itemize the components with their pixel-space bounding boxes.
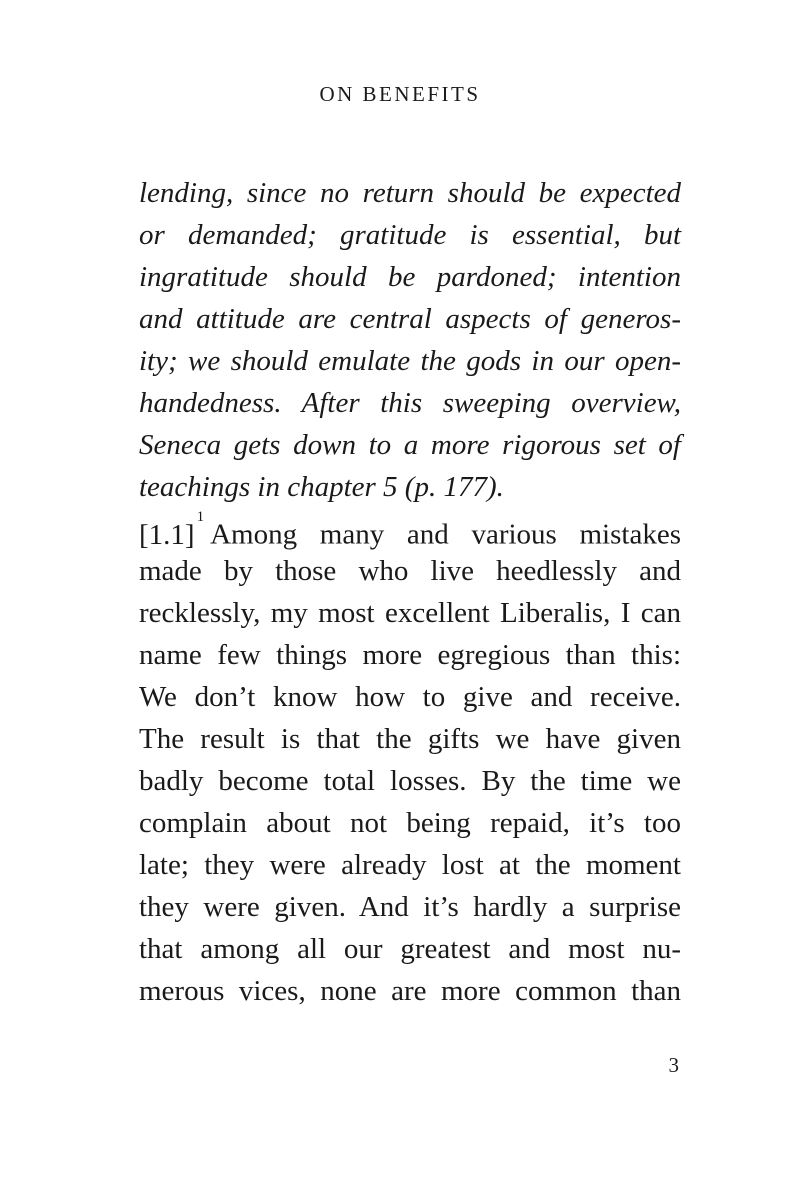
body-line: made by those who live heedlessly and <box>139 555 681 587</box>
summary-line: Seneca gets down to a more rigorous set of <box>139 429 681 461</box>
body-line: merous vices, none are more common than <box>139 975 681 1007</box>
body-line: name few things more egregious than this: <box>139 639 681 671</box>
summary-line: ingratitude should be pardoned; intention <box>139 261 681 293</box>
editor-summary <box>139 172 681 508</box>
summary-line: lending, since no return should be expected <box>139 177 681 209</box>
body-first-line <box>139 508 681 550</box>
summary-line: or demanded; gratitude is essential, but <box>139 219 681 251</box>
body-line: badly become total losses. By the time we <box>139 765 681 797</box>
page-number: 3 <box>668 1053 679 1077</box>
footnote-reference[interactable]: 1 <box>196 509 205 525</box>
summary-line: and attitude are central aspects of generos- <box>139 303 681 335</box>
section-marker: [1.1] <box>139 518 195 551</box>
body-line: they were given. And it’s hardly a surprise <box>139 891 681 923</box>
main-text <box>139 508 681 1012</box>
body-line: late; they were already lost at the moment <box>139 849 681 881</box>
body-line: The result is that the gifts we have given <box>139 723 681 755</box>
summary-line: ity; we should emulate the gods in our open- <box>139 345 681 377</box>
body-line: recklessly, my most excellent Liberalis, I can <box>139 597 681 629</box>
body-first-line-text: Among many and various mistakes <box>210 518 681 551</box>
summary-line: teachings in chapter 5 (p. 177). <box>139 471 504 503</box>
body-line: that among all our greatest and most nu- <box>139 933 681 965</box>
text-block <box>139 172 681 1012</box>
body-line: complain about not being repaid, it’s too <box>139 807 681 839</box>
running-head: ON BENEFITS <box>319 82 481 106</box>
body-line: We don’t know how to give and receive. <box>139 681 681 713</box>
summary-line: handedness. After this sweeping overview, <box>139 387 681 419</box>
